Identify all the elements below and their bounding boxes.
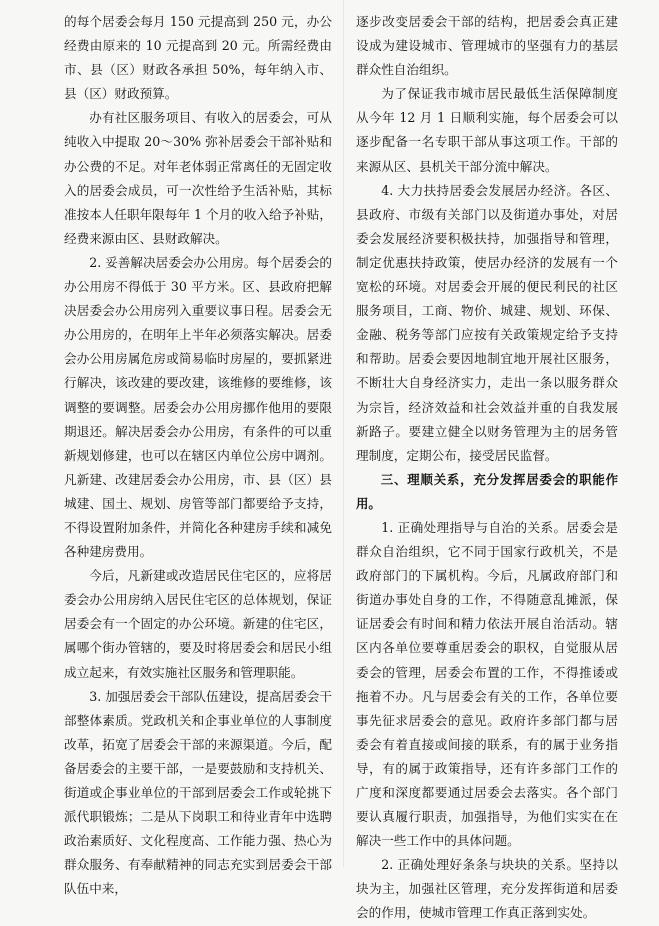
right-paragraph-1: 逐步改变居委会干部的结构，把居委会真正建设成为建设城市、管理城市的坚强有力的基层群众性自治组织。	[356, 14, 618, 78]
left-paragraph-3: 2. 妥善解决居委会办公用房。每个居委会的办公用房不得低于 30 平方米。区、县政府把解决居委会办公用房列入重要议事日程。居委会无办公用房的，在明年上半年必须落实解决。居委会办公用房属危房或简易临时房屋的，要抓紧进行解决，该改建的要改建，该维修的要维修，该调整的要调整。居委会办公用房挪作他用的要限期退还。解决居委会办公用房，有条件的可以重新规划修建，也可以在辖区内单位公房中调剂。凡新建、改建居委会办公用房，市、县（区）县城建、国土、规划、房管等部门都要给予支持，不得设置附加条件，并简化各种建房手续和减免各种建房费用。	[64, 254, 332, 560]
section-heading: 三、理顺关系，充分发挥居委会的职能作用。	[356, 471, 618, 511]
right-column	[356, 10, 618, 926]
left-column	[64, 10, 332, 901]
left-paragraph-5: 3. 加强居委会干部队伍建设，提高居委会干部整体素质。党政机关和企事业单位的人事制度改革，拓宽了居委会干部的来源渠道。今后，配备居委会的主要干部，一是要鼓励和支持机关、街道或企事业单位的干部到居委会工作或轮挑下派代职锻炼；二是从下岗职工和待业青年中选聘政治素质好、文化程度高、工作能力强、热心为群众服务、有奉献精神的同志充实到居委会干部队伍中来，	[64, 688, 332, 897]
right-paragraph-5: 2. 正确处理好条条与块块的关系。坚持以块为主，加强社区管理，充分发挥街道和居委会的作用，使城市管理工作真正落到实处。	[356, 857, 618, 921]
right-paragraph-3: 4. 大力扶持居委会发展居办经济。各区、县政府、市级有关部门以及街道办事处，对居委会发展经济要积极扶持，加强指导和管理，制定优惠扶持政策，使居办经济的发展有一个宽松的环境。对居委会开展的便民利民的社区服务项目，工商、物价、城建、规划、环保、金融、税务等部门应按有关政策规定给予支持和帮助。居委会要因地制宜地开展社区服务，不断壮大自身经济实力，走出一条以服务群众为宗旨，经济效益和社会效益并重的自我发展新路子。要建立健全以财务管理为主的居务管理制度，定期公布，接受居民监督。	[356, 182, 618, 463]
left-paragraph-4: 今后，凡新建或改造居民住宅区的，应将居委会办公用房纳入居民住宅区的总体规划，保证居委会有一个固定的办公环境。新建的住宅区，属哪个街办管辖的，要及时将居委会和居民小组成立起来，有效实施社区服务和管理职能。	[64, 568, 332, 680]
left-paragraph-2: 办有社区服务项目、有收入的居委会，可从纯收入中提取 20～30% 弥补居委会干部补贴和办公费的不足。对年老体弱正常离任的无固定收入的居委会成员，可一次性给予生活补贴，其标准按本人任职年限每年 1 个月的收入给予补贴，经费来源由区、县财政解决。	[64, 110, 332, 246]
left-paragraph-1: 的每个居委会每月 150 元提高到 250 元，办公经费由原来的 10 元提高到 20 元。所需经费由市、县（区）财政各承担 50%，每年纳入市、县（区）财政预算。	[64, 14, 332, 102]
column-divider	[343, 0, 344, 867]
right-paragraph-4: 1. 正确处理指导与自治的关系。居委会是群众自治组织，它不同于国家行政机关，不是政府部门的下属机构。今后，凡属政府部门和街道办事处自身的工作，不得随意乱摊派，保证居委会有时间和精力依法开展自治活动。辖区内各单位要尊重居委会的职权，自觉服从居委会的管理，居委会布置的工作，不得推诿或拖着不办。凡与居委会有关的工作，各单位要事先征求居委会的意见。政府许多部门都与居委会有着直接或间接的联系，有的属于业务指导，有的属于政策指导，还有许多部门工作的广度和深度都要通过居委会去落实。各个部门要认真履行职责，加强指导，为他们实实在在解决一些工作中的具体问题。	[356, 519, 618, 849]
right-paragraph-2: 为了保证我市城市居民最低生活保障制度从今年 12 月 1 日顺利实施，每个居委会可以逐步配备一名专职干部从事这项工作。干部的来源从区、县机关干部分流中解决。	[356, 86, 618, 174]
